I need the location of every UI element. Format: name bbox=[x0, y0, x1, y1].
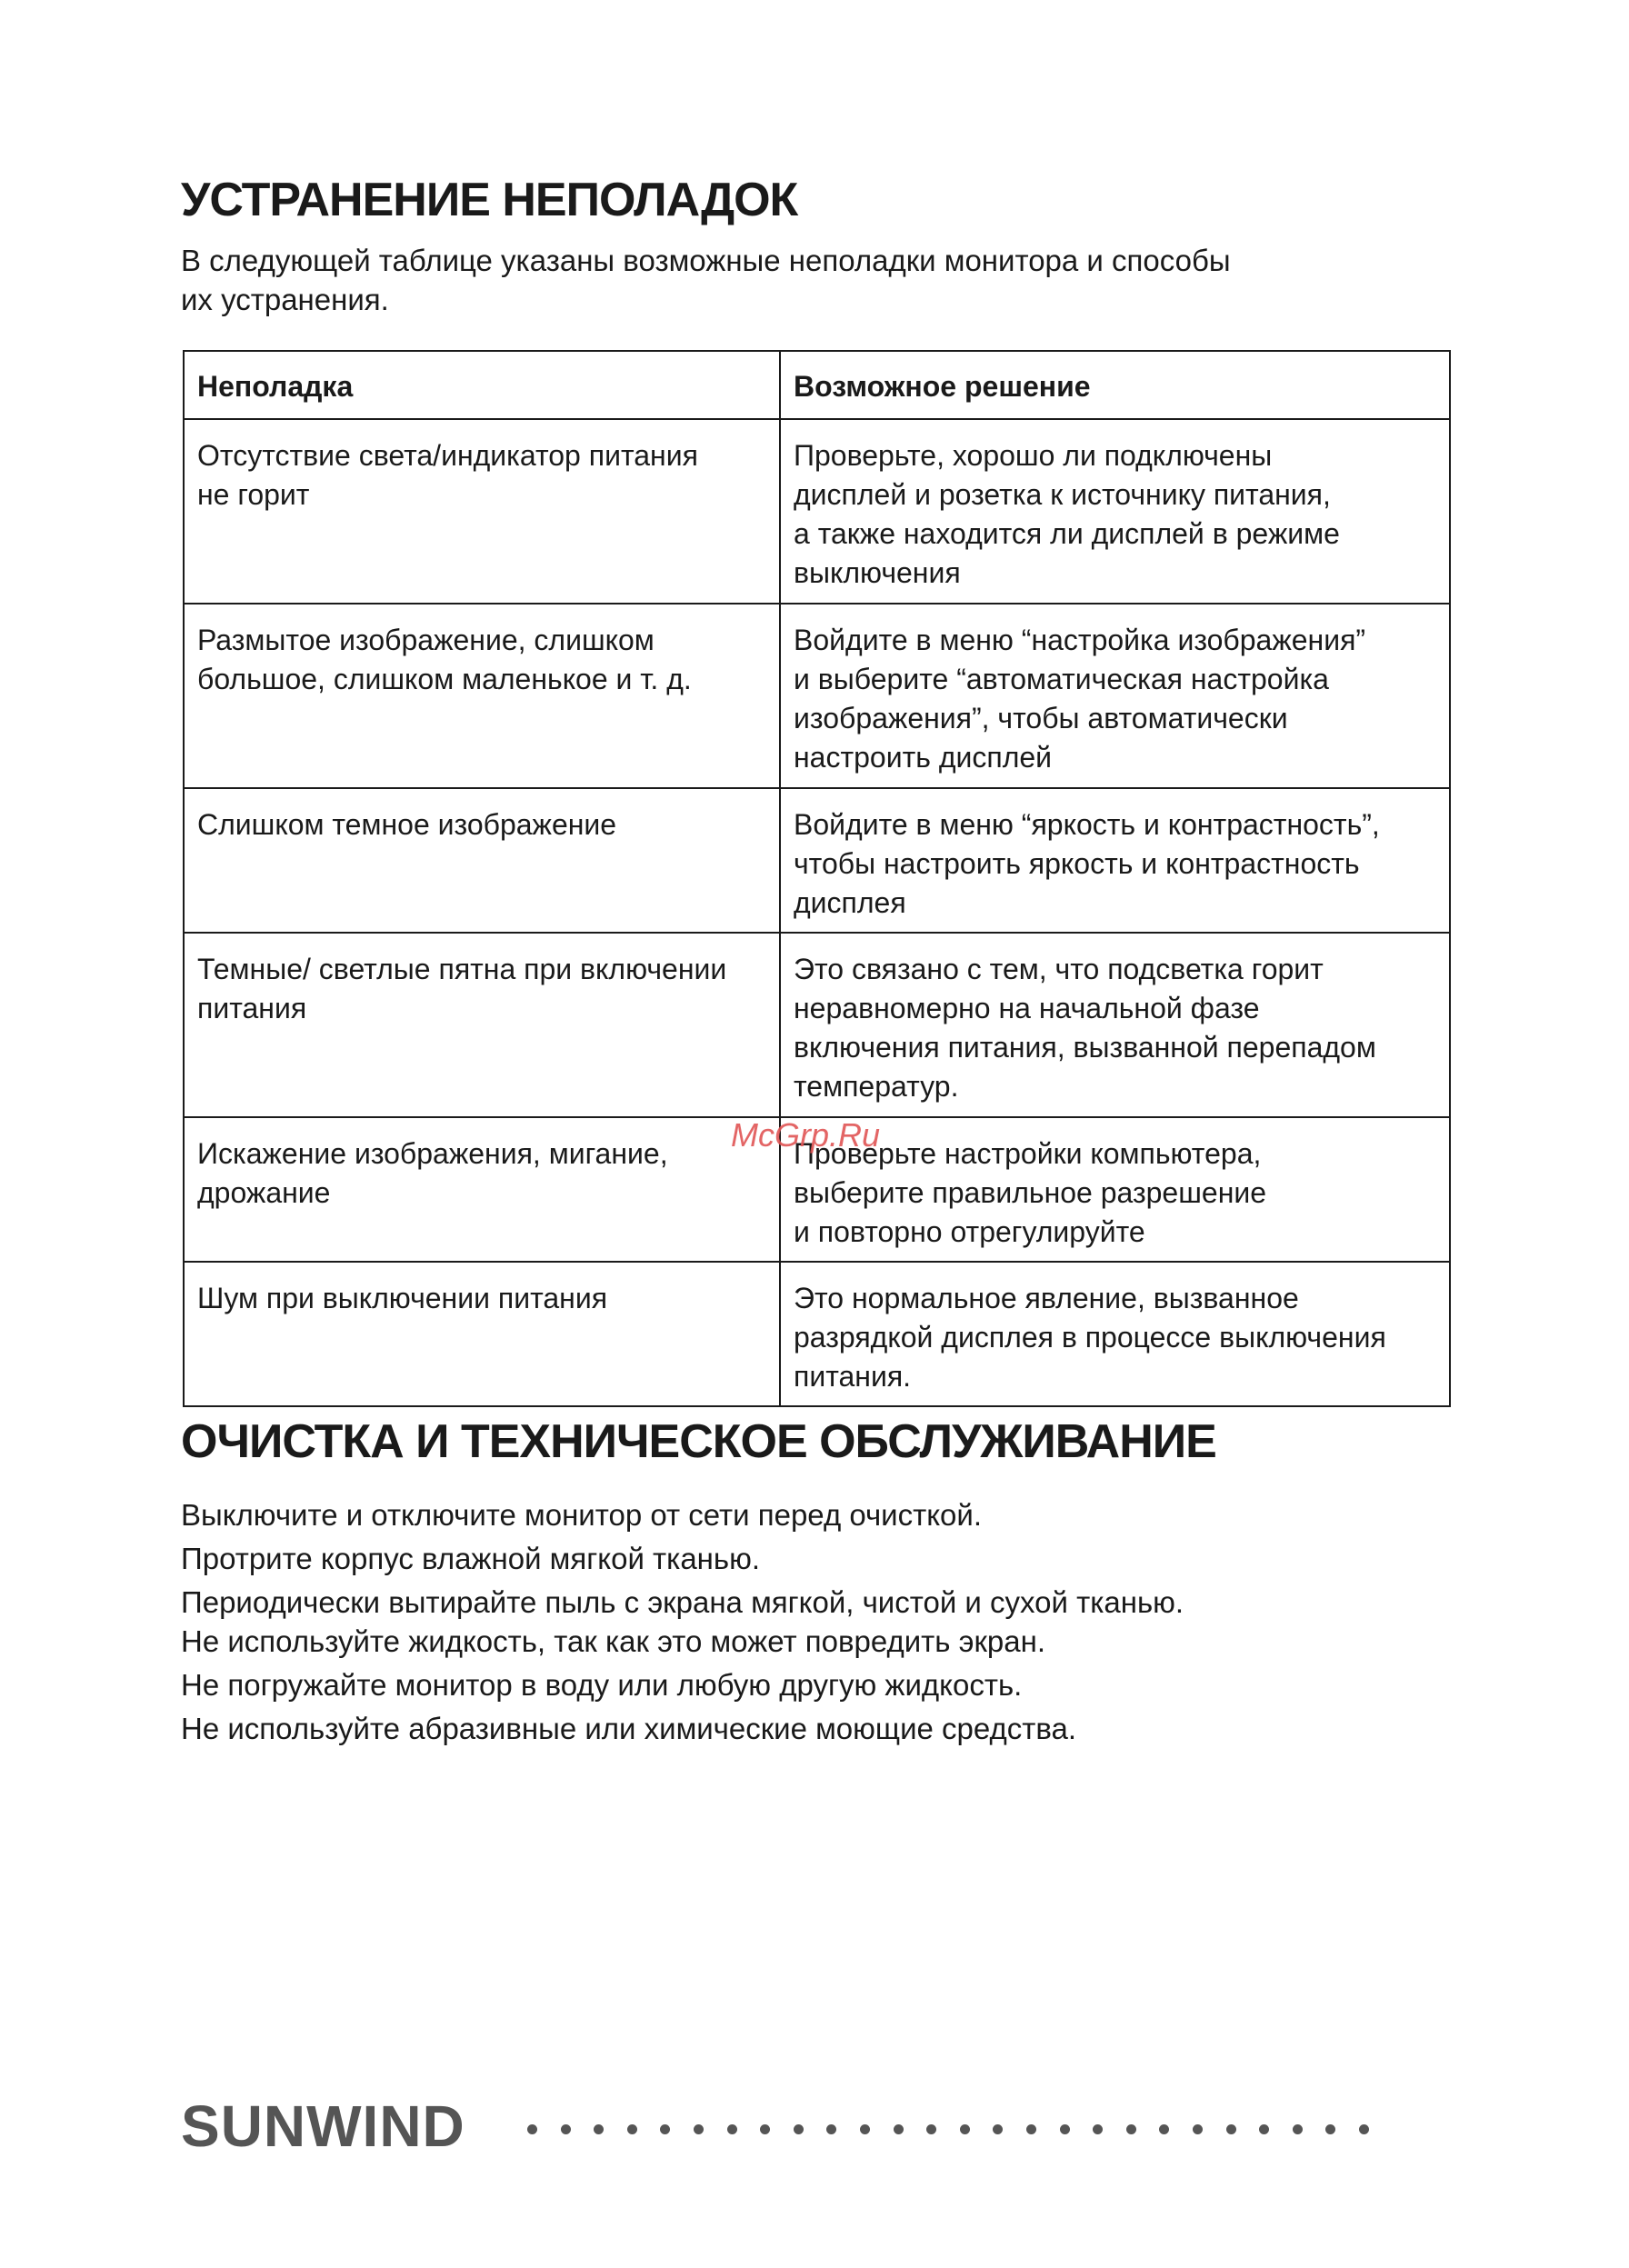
maintenance-line: Выключите и отключите монитор от сети перед очисткой. bbox=[181, 1498, 982, 1532]
footer-dot bbox=[1159, 2124, 1169, 2134]
maintenance-title: ОЧИСТКА И ТЕХНИЧЕСКОЕ ОБСЛУЖИВАНИЕ bbox=[181, 1415, 1216, 1468]
maintenance-line: Протрите корпус влажной мягкой тканью. bbox=[181, 1542, 761, 1575]
footer-dot bbox=[1093, 2124, 1103, 2134]
problem-cell bbox=[184, 419, 780, 604]
footer-dot bbox=[860, 2124, 870, 2134]
cell-line: дисплей и розетка к источнику питания, bbox=[794, 478, 1331, 511]
cell-line: дисплея bbox=[794, 886, 906, 919]
footer-dot bbox=[1026, 2124, 1036, 2134]
cell-line: Шум при выключении питания bbox=[197, 1282, 608, 1314]
cell-line: разрядкой дисплея в процессе выключения bbox=[794, 1321, 1386, 1354]
table-row bbox=[184, 933, 1450, 1117]
problem-cell bbox=[184, 604, 780, 788]
footer-dot bbox=[760, 2124, 770, 2134]
solution-cell bbox=[780, 788, 1450, 933]
cell-line: изображения”, чтобы автоматически bbox=[794, 702, 1288, 734]
footer-dots-divider bbox=[527, 2124, 1436, 2139]
cell-line: питания. bbox=[794, 1360, 912, 1393]
footer-dot bbox=[1293, 2124, 1303, 2134]
footer-dot bbox=[1325, 2124, 1335, 2134]
header-problem: Неполадка bbox=[184, 351, 780, 419]
footer-dot bbox=[527, 2124, 537, 2134]
problem-cell bbox=[184, 788, 780, 933]
solution-cell bbox=[780, 1117, 1450, 1262]
footer-dot bbox=[926, 2124, 936, 2134]
cell-line: Отсутствие света/индикатор питания bbox=[197, 439, 698, 472]
solution-cell bbox=[780, 604, 1450, 788]
cell-line: выберите правильное разрешение bbox=[794, 1176, 1267, 1209]
problem-cell bbox=[184, 1262, 780, 1406]
solution-cell bbox=[780, 933, 1450, 1117]
cell-line: Темные/ светлые пятна при включении bbox=[197, 953, 727, 985]
maintenance-line: Периодически вытирайте пыль с экрана мягкой, чистой и сухой тканью. bbox=[181, 1585, 1184, 1619]
maintenance-list bbox=[181, 1495, 1363, 1748]
cell-line: не горит bbox=[197, 478, 310, 511]
cell-line: Войдите в меню “яркость и контрастность”, bbox=[794, 808, 1380, 841]
problem-cell bbox=[184, 1117, 780, 1262]
cell-line: неравномерно на начальной фазе bbox=[794, 992, 1260, 1024]
footer-dot bbox=[826, 2124, 836, 2134]
footer-dot bbox=[1259, 2124, 1269, 2134]
cell-line: большое, слишком маленькое и т. д. bbox=[197, 663, 692, 695]
cell-line: чтобы настроить яркость и контрастность bbox=[794, 847, 1360, 880]
cell-line: питания bbox=[197, 992, 307, 1024]
cell-line: и выберите “автоматическая настройка bbox=[794, 663, 1329, 695]
table-row bbox=[184, 1262, 1450, 1406]
footer-dot bbox=[1060, 2124, 1070, 2134]
problem-cell bbox=[184, 933, 780, 1117]
cell-line: а также находится ли дисплей в режиме bbox=[794, 517, 1340, 550]
footer-dot bbox=[561, 2124, 571, 2134]
footer-dot bbox=[993, 2124, 1003, 2134]
intro-line: В следующей таблице указаны возможные неполадки монитора и способы bbox=[181, 244, 1231, 277]
cell-line: Размытое изображение, слишком bbox=[197, 624, 655, 656]
cell-line: Проверьте, хорошо ли подключены bbox=[794, 439, 1273, 472]
footer-dot bbox=[694, 2124, 704, 2134]
footer-dot bbox=[1126, 2124, 1136, 2134]
cell-line: Искажение изображения, мигание, bbox=[197, 1137, 668, 1170]
cell-line: настроить дисплей bbox=[794, 741, 1053, 774]
cell-line: Это нормальное явление, вызванное bbox=[794, 1282, 1299, 1314]
brand-logo: SUNWIND bbox=[181, 2093, 465, 2159]
footer-dot bbox=[594, 2124, 604, 2134]
cell-line: дрожание bbox=[197, 1176, 331, 1209]
table-header-row bbox=[184, 351, 1450, 419]
footer-dot bbox=[1226, 2124, 1236, 2134]
footer-dot bbox=[727, 2124, 737, 2134]
solution-cell bbox=[780, 1262, 1450, 1406]
footer-dot bbox=[1359, 2124, 1369, 2134]
table-row bbox=[184, 788, 1450, 933]
footer-dot bbox=[794, 2124, 804, 2134]
maintenance-line: Не используйте абразивные или химические моющие средства. bbox=[181, 1712, 1077, 1745]
troubleshooting-title: УСТРАНЕНИЕ НЕПОЛАДОК bbox=[181, 174, 798, 226]
footer-dot bbox=[960, 2124, 970, 2134]
cell-line: температур. bbox=[794, 1070, 959, 1103]
troubleshooting-intro bbox=[181, 241, 1326, 319]
troubleshooting-table bbox=[183, 350, 1451, 1407]
watermark: McGrp.Ru bbox=[731, 1116, 881, 1154]
cell-line: и повторно отрегулируйте bbox=[794, 1215, 1145, 1248]
cell-line: Это связано с тем, что подсветка горит bbox=[794, 953, 1324, 985]
cell-line: включения питания, вызванной перепадом bbox=[794, 1031, 1376, 1064]
footer-dot bbox=[660, 2124, 670, 2134]
table-row bbox=[184, 419, 1450, 604]
footer-dot bbox=[1193, 2124, 1203, 2134]
cell-line: выключения bbox=[794, 556, 961, 589]
cell-line: Проверьте настройки компьютера, bbox=[794, 1137, 1262, 1170]
solution-cell bbox=[780, 419, 1450, 604]
intro-line: их устранения. bbox=[181, 283, 389, 316]
cell-line: Слишком темное изображение bbox=[197, 808, 617, 841]
header-solution: Возможное решение bbox=[780, 351, 1450, 419]
footer-dot bbox=[627, 2124, 637, 2134]
table-row bbox=[184, 604, 1450, 788]
cell-line: Войдите в меню “настройка изображения” bbox=[794, 624, 1366, 656]
footer-dot bbox=[894, 2124, 904, 2134]
maintenance-line: Не используйте жидкость, так как это может повредить экран. bbox=[181, 1624, 1046, 1658]
maintenance-line: Не погружайте монитор в воду или любую другую жидкость. bbox=[181, 1668, 1023, 1702]
